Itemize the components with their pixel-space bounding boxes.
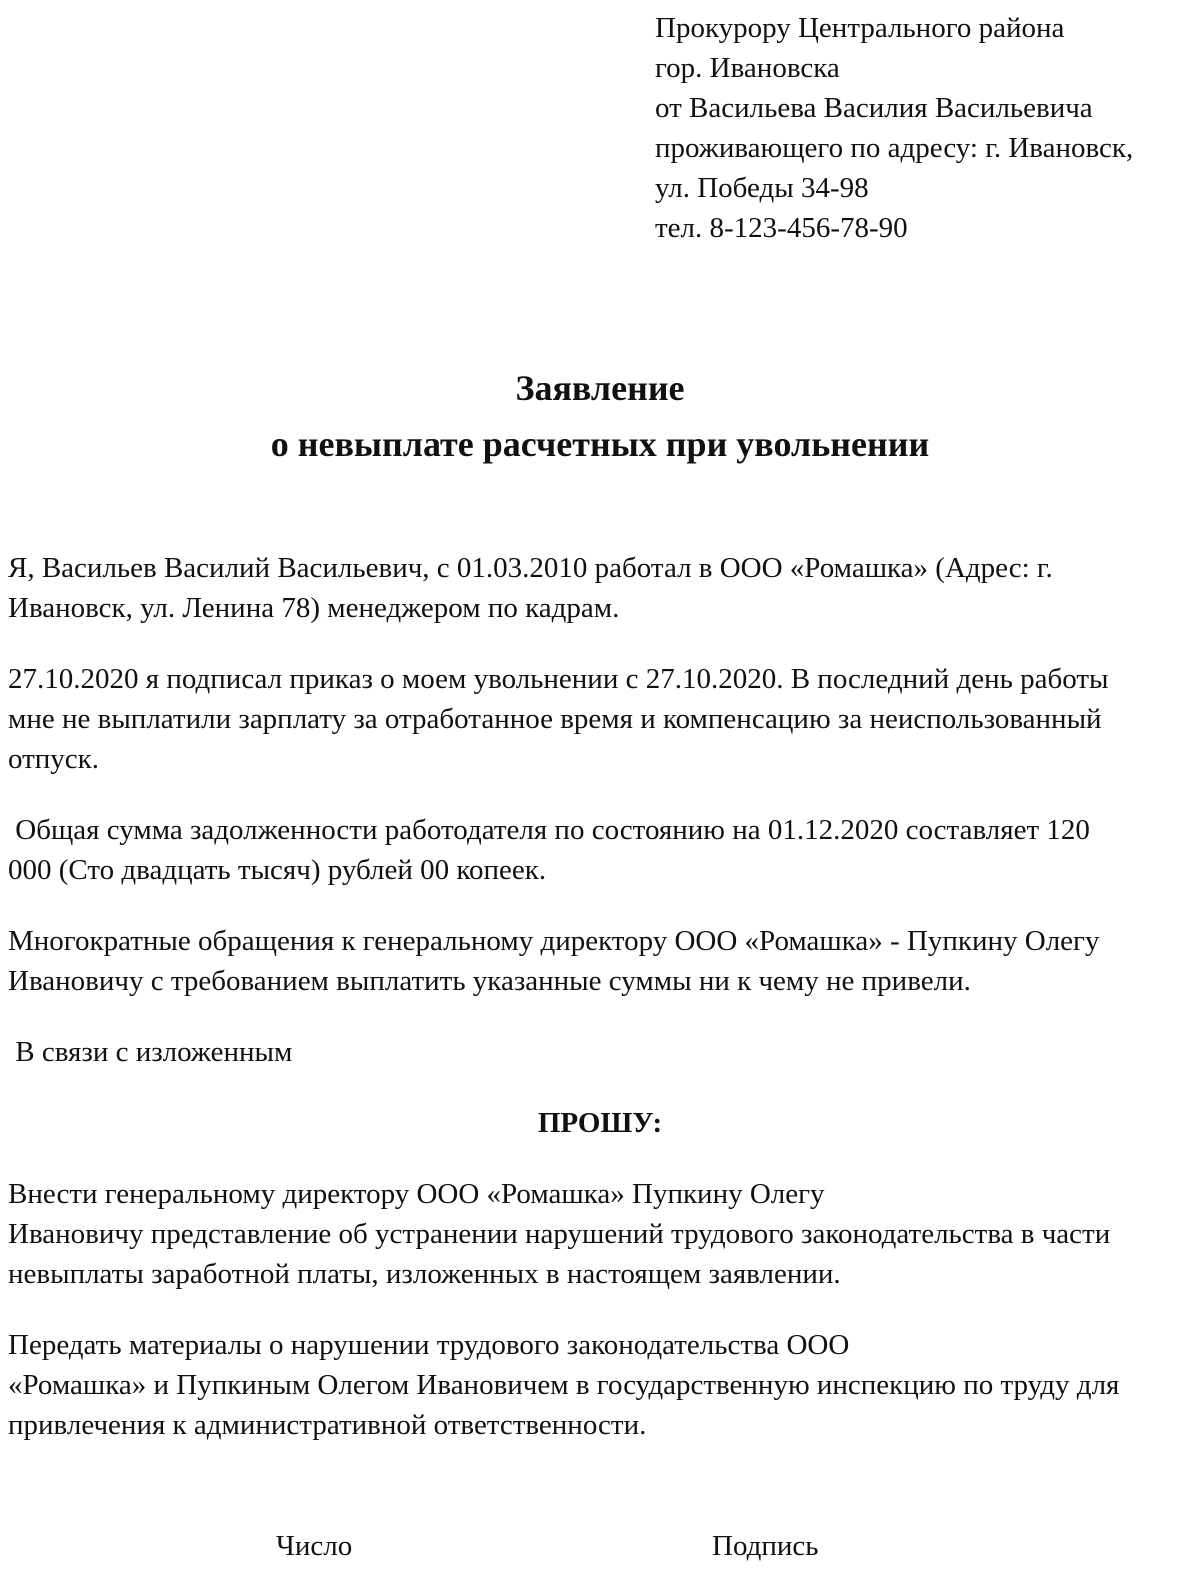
paragraph-employment bbox=[8, 548, 1188, 628]
paragraph-in-connection bbox=[8, 1032, 1188, 1072]
paragraph-line: невыплаты заработной платы, изложенных в настоящем заявлении. bbox=[8, 1258, 841, 1290]
paragraph-line: Ивановск, ул. Ленина 78) менеджером по кадрам. bbox=[8, 592, 620, 624]
signature-label: Подпись bbox=[712, 1530, 819, 1562]
paragraph-request-1 bbox=[8, 1174, 1188, 1294]
document-subtitle: о невыплате расчетных при увольнении bbox=[270, 424, 930, 464]
addressee-line: Прокурору Центрального района bbox=[655, 12, 1065, 44]
addressee-line: гор. Ивановска bbox=[655, 52, 840, 84]
date-label: Число bbox=[276, 1530, 353, 1562]
paragraph-line: отпуск. bbox=[8, 743, 100, 775]
addressee-block bbox=[655, 8, 1195, 248]
paragraph-line: привлечения к административной ответственности. bbox=[8, 1409, 647, 1441]
paragraph-line: Многократные обращения к генеральному директору ООО «Ромашка» - Пупкину Олегу bbox=[8, 925, 1100, 957]
addressee-line: ул. Победы 34-98 bbox=[655, 172, 869, 204]
paragraph-line: В связи с изложенным bbox=[8, 1036, 293, 1068]
paragraph-appeals bbox=[8, 921, 1188, 1001]
paragraph-line: Ивановичу с требованием выплатить указанные суммы ни к чему не привели. bbox=[8, 965, 971, 997]
paragraph-line: Я, Васильев Василий Васильевич, с 01.03.2010 работал в ООО «Ромашка» (Адрес: г. bbox=[8, 552, 1053, 584]
paragraph-line: 000 (Сто двадцать тысяч) рублей 00 копеек. bbox=[8, 854, 547, 886]
addressee-line: тел. 8-123-456-78-90 bbox=[655, 212, 908, 244]
request-heading: ПРОШУ: bbox=[537, 1107, 663, 1139]
addressee-line: проживающего по адресу: г. Ивановск, bbox=[655, 132, 1134, 164]
addressee-line: от Васильева Василия Васильевича bbox=[655, 92, 1093, 124]
paragraph-request-2 bbox=[8, 1325, 1188, 1445]
paragraph-line: Общая сумма задолженности работодателя по состоянию на 01.12.2020 составляет 120 bbox=[8, 814, 1090, 846]
document-title: Заявление bbox=[515, 368, 685, 408]
paragraph-line: мне не выплатили зарплату за отработанное время и компенсацию за неиспользованный bbox=[8, 703, 1102, 735]
paragraph-line: 27.10.2020 я подписал приказ о моем увольнении с 27.10.2020. В последний день работы bbox=[8, 663, 1109, 695]
paragraph-line: Внести генеральному директору ООО «Ромашка» Пупкину Олегу bbox=[8, 1178, 825, 1210]
paragraph-line: Передать материалы о нарушении трудового законодательства ООО bbox=[8, 1329, 850, 1361]
paragraph-line: Ивановичу представление об устранении нарушений трудового законодательства в части bbox=[8, 1218, 1111, 1250]
paragraph-debt-amount bbox=[8, 810, 1188, 890]
paragraph-dismissal bbox=[8, 659, 1188, 779]
paragraph-line: «Ромашка» и Пупкиным Олегом Ивановичем в государственную инспекцию по труду для bbox=[8, 1369, 1120, 1401]
